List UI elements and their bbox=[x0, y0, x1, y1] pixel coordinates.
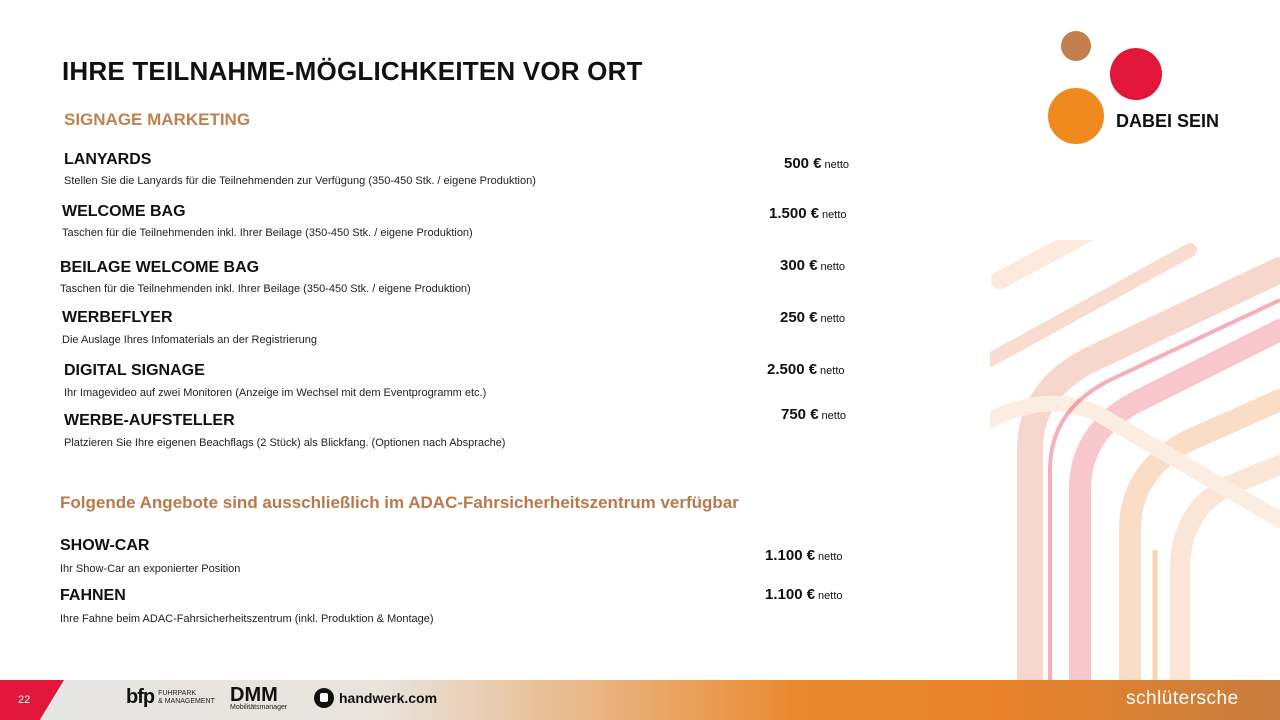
item-description: Ihre Fahne beim ADAC-Fahrsicherheitszentrum (inkl. Produktion & Montage) bbox=[60, 613, 434, 625]
item-price: 300 € netto bbox=[780, 257, 846, 274]
badge-circle-red bbox=[1110, 48, 1162, 100]
item-description: Ihr Imagevideo auf zwei Monitoren (Anzeige im Wechsel mit dem Eventprogramm etc.) bbox=[64, 387, 487, 399]
item-name: WELCOME BAG bbox=[62, 203, 186, 220]
list-item-werbeflyer bbox=[62, 308, 317, 347]
handwerk-logo: handwerk.com bbox=[314, 688, 437, 708]
item-description: Ihr Show-Car an exponierter Position bbox=[60, 563, 241, 575]
item-price: 750 € netto bbox=[781, 406, 847, 423]
badge-label: DABEI SEIN bbox=[1116, 111, 1220, 131]
adac-heading: Folgende Angebote sind ausschließlich im ADAC-Fahrsicherheitszentrum verfügbar bbox=[60, 493, 739, 512]
decorative-stripes bbox=[990, 240, 1280, 680]
item-name: DIGITAL SIGNAGE bbox=[64, 362, 205, 379]
item-price: 500 € netto bbox=[784, 155, 850, 172]
item-price: 250 € netto bbox=[780, 309, 846, 326]
schluetersche-logo: schlütersche bbox=[1126, 688, 1239, 709]
list-item-werbe-aufsteller bbox=[64, 411, 505, 450]
item-price: 1.100 € netto bbox=[765, 547, 843, 564]
page-number: 22 bbox=[18, 694, 31, 706]
badge-circle-orange bbox=[1048, 88, 1104, 144]
item-name: SHOW-CAR bbox=[60, 537, 150, 554]
item-price: 1.100 € netto bbox=[765, 586, 843, 603]
item-description: Taschen für die Teilnehmenden inkl. Ihrer Beilage (350-450 Stk. / eigene Produktion) bbox=[62, 227, 473, 239]
page-title: IHRE TEILNAHME-MÖGLICHKEITEN VOR ORT bbox=[62, 56, 643, 86]
list-item-fahnen bbox=[60, 586, 434, 626]
dmm-logo: DMM Mobilitätsmanager bbox=[230, 684, 288, 711]
item-description: Stellen Sie die Lanyards für die Teilnehmenden zur Verfügung (350-450 Stk. / eigene Produktion) bbox=[64, 175, 536, 187]
handwerk-hand-icon bbox=[314, 688, 334, 708]
badge-circle-small bbox=[1061, 31, 1091, 61]
item-price: 1.500 € netto bbox=[769, 205, 847, 222]
item-name: FAHNEN bbox=[60, 587, 126, 604]
item-description: Die Auslage Ihres Infomaterials an der Registrierung bbox=[62, 334, 317, 346]
list-item-digital-signage bbox=[64, 361, 486, 400]
bfp-logo: bfp FUHRPARK & MANAGEMENT bbox=[126, 686, 215, 708]
item-description: Platzieren Sie Ihre eigenen Beachflags (2 Stück) als Blickfang. (Optionen nach Absprache) bbox=[64, 437, 506, 449]
list-item-welcome-bag bbox=[62, 202, 473, 240]
section-label-signage: SIGNAGE MARKETING bbox=[64, 110, 251, 129]
item-name: WERBE-AUFSTELLER bbox=[64, 412, 235, 429]
item-name: LANYARDS bbox=[64, 151, 152, 168]
list-item-lanyards bbox=[64, 150, 536, 188]
item-name: WERBEFLYER bbox=[62, 309, 173, 326]
list-item-show-car bbox=[60, 536, 240, 576]
item-name: BEILAGE WELCOME BAG bbox=[60, 259, 260, 276]
item-description: Taschen für die Teilnehmenden inkl. Ihrer Beilage (350-450 Stk. / eigene Produktion) bbox=[60, 283, 471, 295]
list-item-beilage-welcome-bag bbox=[60, 258, 471, 296]
item-price: 2.500 € netto bbox=[767, 361, 845, 378]
